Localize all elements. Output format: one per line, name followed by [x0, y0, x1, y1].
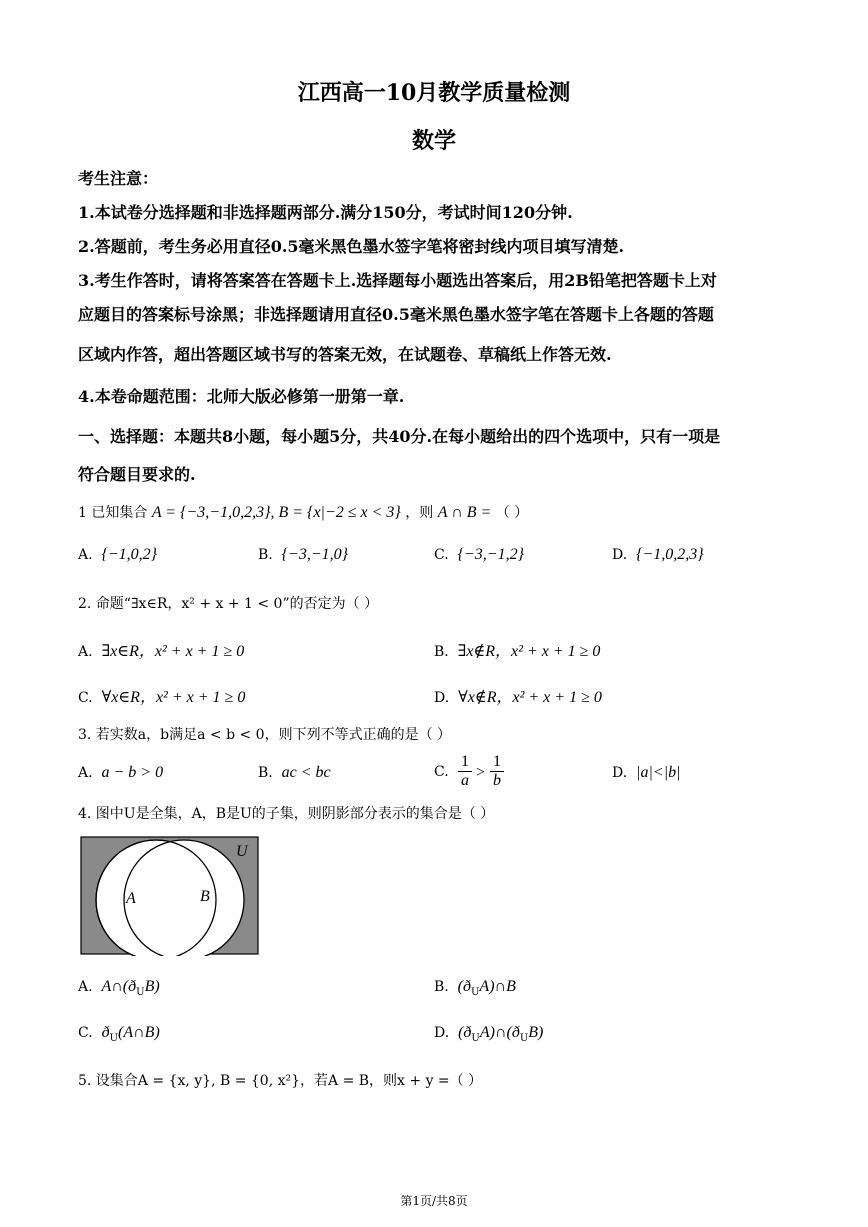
question-3-stem: 3. 若实数a，b满足a < b < 0，则下列不等式正确的是（ ） — [78, 727, 452, 743]
q3-option-a: A. a − b > 0 — [78, 764, 164, 781]
q2-option-b: B. ∃x∉R，x² + x + 1 ≥ 0 — [434, 643, 601, 660]
q1-mid: ，则 — [405, 505, 434, 521]
question-1-stem — [78, 502, 528, 522]
q1-option-b: B. {−3,−1,0} — [258, 546, 349, 563]
q4-option-c: C. $ð_U(A\cap B)$ — [78, 1024, 160, 1044]
q3-option-d: D. |a|<|b| — [612, 764, 681, 781]
q2-option-d: D. ∀x∉R，x² + x + 1 ≥ 0 — [434, 689, 602, 706]
venn-label-b: B — [200, 888, 210, 905]
page-footer: 第1页/共8页 — [400, 1194, 468, 1208]
page-subtitle: 数学 — [411, 128, 456, 154]
q3-frac1-den: a — [461, 772, 469, 789]
q1-option-c: C. {−3,−1,2} — [434, 546, 524, 563]
page-title: 江西高一10月教学质量检测 — [297, 80, 571, 106]
notice-line-2: 2.答题前，考生务必用直径0.5毫米黑色墨水签字笔将密封线内项目填写清楚. — [78, 237, 625, 256]
q1-math2: A ∩ B = — [437, 504, 492, 521]
notice-heading: 考生注意： — [78, 169, 159, 188]
q1-math: A = {−3,−1,0,2,3}, B = {x|−2 ≤ x < 3} — [151, 504, 401, 521]
q2-option-c: C. ∀x∈R，x² + x + 1 ≥ 0 — [78, 689, 246, 706]
q3-frac2-num: 1 — [493, 753, 501, 770]
venn-label-u: U — [236, 843, 248, 860]
notice-line-6: 4.本卷命题范围：北师大版必修第一册第一章. — [78, 387, 405, 406]
notice-line-4: 应题目的答案标号涂黑；非选择题请用直径0.5毫米黑色墨水签字笔在答题卡上各题的答题 — [78, 305, 714, 324]
q4-option-a: A. $A\cap(ð_UB)$ — [78, 978, 160, 998]
section-heading-line-2: 符合题目要求的. — [78, 465, 196, 484]
q3-frac1-num: 1 — [461, 753, 469, 770]
q1-suffix: （ ） — [495, 505, 529, 521]
notice-line-5: 区域内作答，超出答题区域书写的答案无效，在试题卷、草稿纸上作答无效. — [78, 345, 612, 364]
q4-option-d: D. $(ð_UA)\cap(ð_UB)$ — [434, 1024, 544, 1044]
q1-prefix: 1 已知集合 — [78, 505, 148, 521]
notice-line-1: 1.本试卷分选择题和非选择题两部分.满分150分，考试时间120分钟. — [78, 203, 573, 222]
q4-option-b: B. $(ð_UA)\cap B$ — [434, 978, 516, 998]
q3-greater: > — [476, 764, 486, 781]
venn-outlines — [80, 836, 260, 956]
notice-line-3: 3.考生作答时，请将答案答在答题卡上.选择题每小题选出答案后，用2B铅笔把答题卡上对 — [78, 271, 717, 290]
q1-option-d: D. {−1,0,2,3} — [612, 546, 704, 563]
section-heading-line-1: 一、选择题：本题共8小题，每小题5分，共40分.在每小题给出的四个选项中，只有一项是 — [78, 427, 721, 446]
q2-option-a: A. ∃x∈R，x² + x + 1 ≥ 0 — [78, 643, 245, 660]
question-2-stem: 2. 命题“∃x∈R，x² + x + 1 < 0”的否定为（ ） — [78, 596, 379, 612]
question-5-stem: 5. 设集合A = {x, y}, B = {0, x²}，若A = B，则x + y =（ ） — [78, 1073, 483, 1089]
question-4-stem: 4. 图中U是全集，A，B是U的子集，则阴影部分表示的集合是（ ） — [78, 806, 495, 822]
q3-frac2-den: b — [493, 772, 501, 789]
q3-option-b: B. ac < bc — [258, 764, 331, 781]
venn-label-a: A — [126, 890, 136, 907]
q1-option-a: A. {−1,0,2} — [78, 546, 158, 563]
